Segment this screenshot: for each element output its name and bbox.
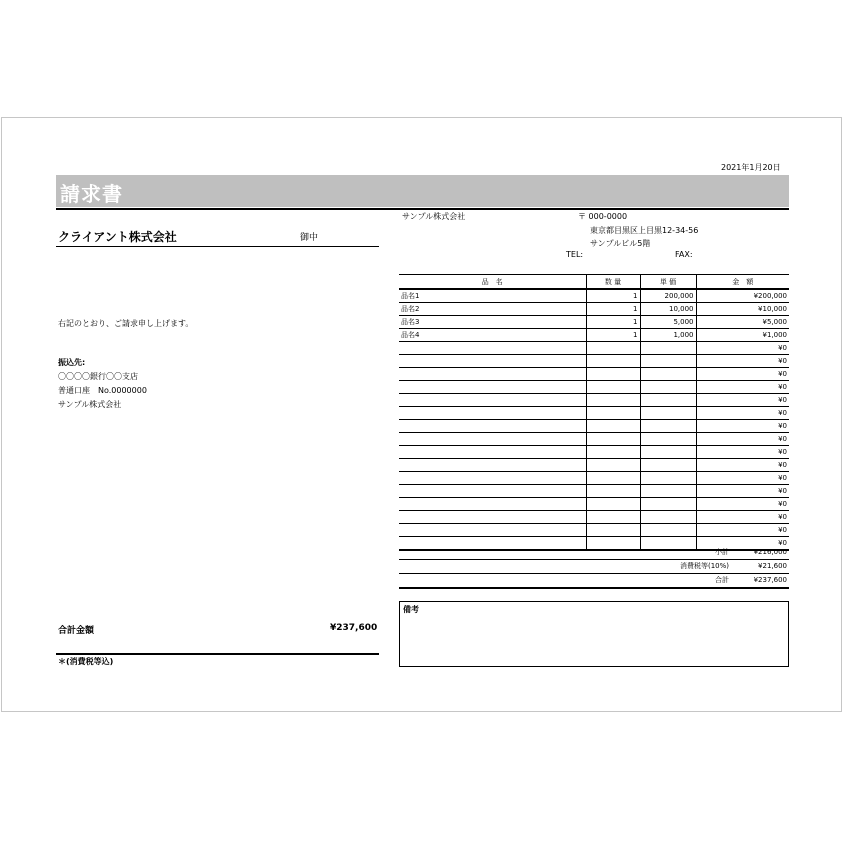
invoice-message: 右記のとおり、ご請求申し上げます。 xyxy=(58,319,194,328)
bank-heading: 振込先: xyxy=(58,358,86,367)
amount-cell: ¥0 xyxy=(696,446,789,459)
item-name-cell: 品名2 xyxy=(399,303,586,316)
item-name-cell xyxy=(399,459,586,472)
table-row xyxy=(399,303,789,316)
amount-cell: ¥0 xyxy=(696,355,789,368)
summary-block xyxy=(399,546,789,589)
item-name-cell xyxy=(399,485,586,498)
tax-row xyxy=(399,560,789,574)
grand-total-value: ¥237,600 xyxy=(753,576,787,584)
item-name-cell xyxy=(399,524,586,537)
table-row xyxy=(399,289,789,303)
amount-cell: ¥0 xyxy=(696,537,789,551)
amount-cell: ¥0 xyxy=(696,368,789,381)
table-row xyxy=(399,355,789,368)
quantity-cell xyxy=(586,511,640,524)
item-name-cell: 品名1 xyxy=(399,289,586,303)
amount-cell: ¥5,000 xyxy=(696,316,789,329)
quantity-cell: 1 xyxy=(586,303,640,316)
amount-cell: ¥0 xyxy=(696,485,789,498)
table-row xyxy=(399,524,789,537)
unit-price-cell xyxy=(640,355,696,368)
table-row xyxy=(399,498,789,511)
unit-price-cell: 200,000 xyxy=(640,289,696,303)
client-underline xyxy=(56,246,379,247)
header-item-name: 品 名 xyxy=(399,275,586,290)
quantity-cell xyxy=(586,459,640,472)
subtotal-label: 小計 xyxy=(715,548,729,556)
item-name-cell xyxy=(399,433,586,446)
table-row xyxy=(399,316,789,329)
unit-price-cell xyxy=(640,394,696,407)
item-name-cell xyxy=(399,368,586,381)
amount-cell: ¥0 xyxy=(696,342,789,355)
unit-price-cell: 5,000 xyxy=(640,316,696,329)
quantity-cell xyxy=(586,355,640,368)
quantity-cell xyxy=(586,381,640,394)
table-row xyxy=(399,511,789,524)
amount-cell: ¥0 xyxy=(696,472,789,485)
items-table xyxy=(399,274,789,551)
unit-price-cell: 10,000 xyxy=(640,303,696,316)
item-name-cell: 品名3 xyxy=(399,316,586,329)
tax-value: ¥21,600 xyxy=(758,562,787,570)
bank-line-3: サンプル株式会社 xyxy=(58,400,122,409)
amount-cell: ¥10,000 xyxy=(696,303,789,316)
table-row xyxy=(399,368,789,381)
sender-tel-label: TEL: xyxy=(566,250,584,259)
item-name-cell xyxy=(399,511,586,524)
unit-price-cell xyxy=(640,368,696,381)
unit-price-cell xyxy=(640,524,696,537)
quantity-cell xyxy=(586,420,640,433)
unit-price-cell xyxy=(640,381,696,394)
total-underline xyxy=(56,653,379,655)
unit-price-cell xyxy=(640,342,696,355)
sender-address-line2: サンプルビル5階 xyxy=(590,239,651,248)
grand-total-label: 合計 xyxy=(715,576,729,584)
sender-address-line1: 東京都目黒区上目黒12-34-56 xyxy=(590,226,699,235)
quantity-cell xyxy=(586,446,640,459)
quantity-cell xyxy=(586,485,640,498)
table-row xyxy=(399,407,789,420)
quantity-cell xyxy=(586,368,640,381)
amount-cell: ¥0 xyxy=(696,459,789,472)
unit-price-cell xyxy=(640,485,696,498)
header-amount: 金 額 xyxy=(696,275,789,290)
quantity-cell xyxy=(586,433,640,446)
header-unit-price: 単 価 xyxy=(640,275,696,290)
unit-price-cell xyxy=(640,459,696,472)
amount-cell: ¥0 xyxy=(696,420,789,433)
unit-price-cell xyxy=(640,472,696,485)
subtotal-row xyxy=(399,546,789,560)
unit-price-cell xyxy=(640,511,696,524)
title-underline xyxy=(56,208,789,210)
sender-name: サンプル株式会社 xyxy=(402,212,466,221)
quantity-cell xyxy=(586,472,640,485)
amount-cell: ¥1,000 xyxy=(696,329,789,342)
client-honorific: 御中 xyxy=(300,233,319,243)
table-row xyxy=(399,420,789,433)
total-amount-value: ¥237,600 xyxy=(330,623,378,633)
invoice-date: 2021年1月20日 xyxy=(721,163,781,172)
item-name-cell xyxy=(399,472,586,485)
table-row xyxy=(399,485,789,498)
table-row xyxy=(399,472,789,485)
unit-price-cell xyxy=(640,498,696,511)
amount-cell: ¥0 xyxy=(696,433,789,446)
amount-cell: ¥0 xyxy=(696,407,789,420)
item-name-cell xyxy=(399,420,586,433)
subtotal-value: ¥216,000 xyxy=(753,548,787,556)
item-name-cell xyxy=(399,498,586,511)
unit-price-cell: 1,000 xyxy=(640,329,696,342)
quantity-cell xyxy=(586,342,640,355)
unit-price-cell xyxy=(640,433,696,446)
tax-label: 消費税等(10%) xyxy=(679,562,729,570)
title-bar xyxy=(56,175,789,207)
item-name-cell: 品名4 xyxy=(399,329,586,342)
quantity-cell: 1 xyxy=(586,289,640,303)
quantity-cell xyxy=(586,407,640,420)
item-name-cell xyxy=(399,394,586,407)
tax-included-note: ＊(消費税等込) xyxy=(58,657,114,666)
header-quantity: 数 量 xyxy=(586,275,640,290)
item-name-cell xyxy=(399,342,586,355)
bank-line-2: 普通口座 No.0000000 xyxy=(58,386,147,395)
amount-cell: ¥200,000 xyxy=(696,289,789,303)
item-name-cell xyxy=(399,381,586,394)
item-name-cell xyxy=(399,446,586,459)
amount-cell: ¥0 xyxy=(696,498,789,511)
items-header-row xyxy=(399,275,789,290)
item-name-cell xyxy=(399,407,586,420)
table-row xyxy=(399,381,789,394)
client-name: クライアント株式会社 xyxy=(58,230,177,244)
amount-cell: ¥0 xyxy=(696,381,789,394)
quantity-cell xyxy=(586,498,640,511)
unit-price-cell xyxy=(640,420,696,433)
invoice-title: 請求書 xyxy=(60,182,123,206)
total-amount-label: 合計金額 xyxy=(58,626,95,636)
item-name-cell xyxy=(399,355,586,368)
table-row xyxy=(399,459,789,472)
bank-line-1: 〇〇〇〇銀行〇〇支店 xyxy=(58,372,138,381)
table-row xyxy=(399,394,789,407)
table-row xyxy=(399,446,789,459)
unit-price-cell xyxy=(640,407,696,420)
quantity-cell: 1 xyxy=(586,329,640,342)
grand-total-row xyxy=(399,574,789,589)
remarks-label: 備考 xyxy=(403,605,419,614)
amount-cell: ¥0 xyxy=(696,394,789,407)
table-row xyxy=(399,342,789,355)
sender-postal: 〒 000-0000 xyxy=(578,212,628,221)
quantity-cell: 1 xyxy=(586,316,640,329)
amount-cell: ¥0 xyxy=(696,511,789,524)
table-row xyxy=(399,329,789,342)
amount-cell: ¥0 xyxy=(696,524,789,537)
remarks-box xyxy=(399,601,789,667)
quantity-cell xyxy=(586,524,640,537)
table-row xyxy=(399,433,789,446)
unit-price-cell xyxy=(640,446,696,459)
quantity-cell xyxy=(586,394,640,407)
sender-fax-label: FAX: xyxy=(675,250,693,259)
